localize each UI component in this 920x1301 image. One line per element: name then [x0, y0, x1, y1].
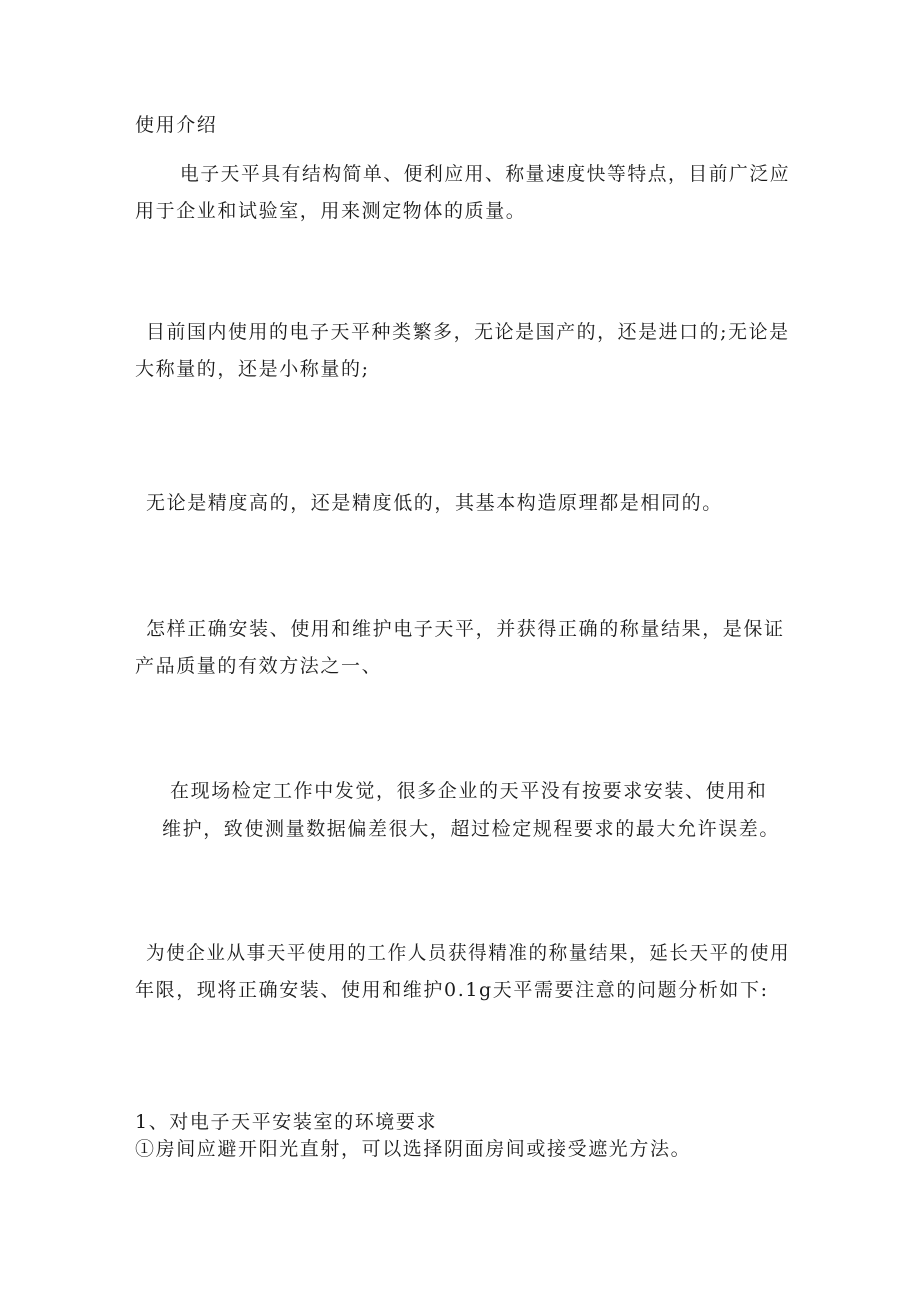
paragraph-3-line-1: 无论是精度高的，还是精度低的，其基本构造原理都是相同的。 — [146, 492, 723, 514]
paragraph-5-line-1: 在现场检定工作中发觉，很多企业的天平没有按要求安装、使用和 — [170, 780, 768, 802]
paragraph-2-line-2: 大称量的，还是小称量的; — [135, 358, 370, 380]
paragraph-1-line-2: 用于企业和试验室，用来测定物体的质量。 — [135, 200, 527, 222]
paragraph-2-line-1: 目前国内使用的电子天平种类繁多，无论是国产的，还是进口的;无论是 — [146, 321, 790, 343]
list-item-1: ①房间应避开阳光直射，可以选择阴面房间或接受遮光方法。 — [135, 1138, 692, 1160]
paragraph-4-line-2: 产品质量的有效方法之一、 — [135, 655, 383, 677]
heading: 使用介绍 — [135, 114, 218, 136]
paragraph-6-line-2: 年限，现将正确安装、使用和维护0.1g天平需要注意的问题分析如下: — [135, 979, 769, 1001]
section-title: 1、对电子天平安装室的环境要求 — [135, 1111, 438, 1133]
paragraph-4-line-1: 怎样正确安装、使用和维护电子天平，并获得正确的称量结果，是保证 — [146, 618, 785, 640]
paragraph-5-line-2: 维护，致使测量数据偏差很大，超过检定规程要求的最大允许误差。 — [162, 818, 781, 840]
paragraph-6-line-1: 为使企业从事天平使用的工作人员获得精准的称量结果，延长天平的使用 — [146, 942, 791, 964]
paragraph-1-line-1: 电子天平具有结构简单、便利应用、称量速度快等特点，目前广泛应 — [180, 163, 791, 185]
